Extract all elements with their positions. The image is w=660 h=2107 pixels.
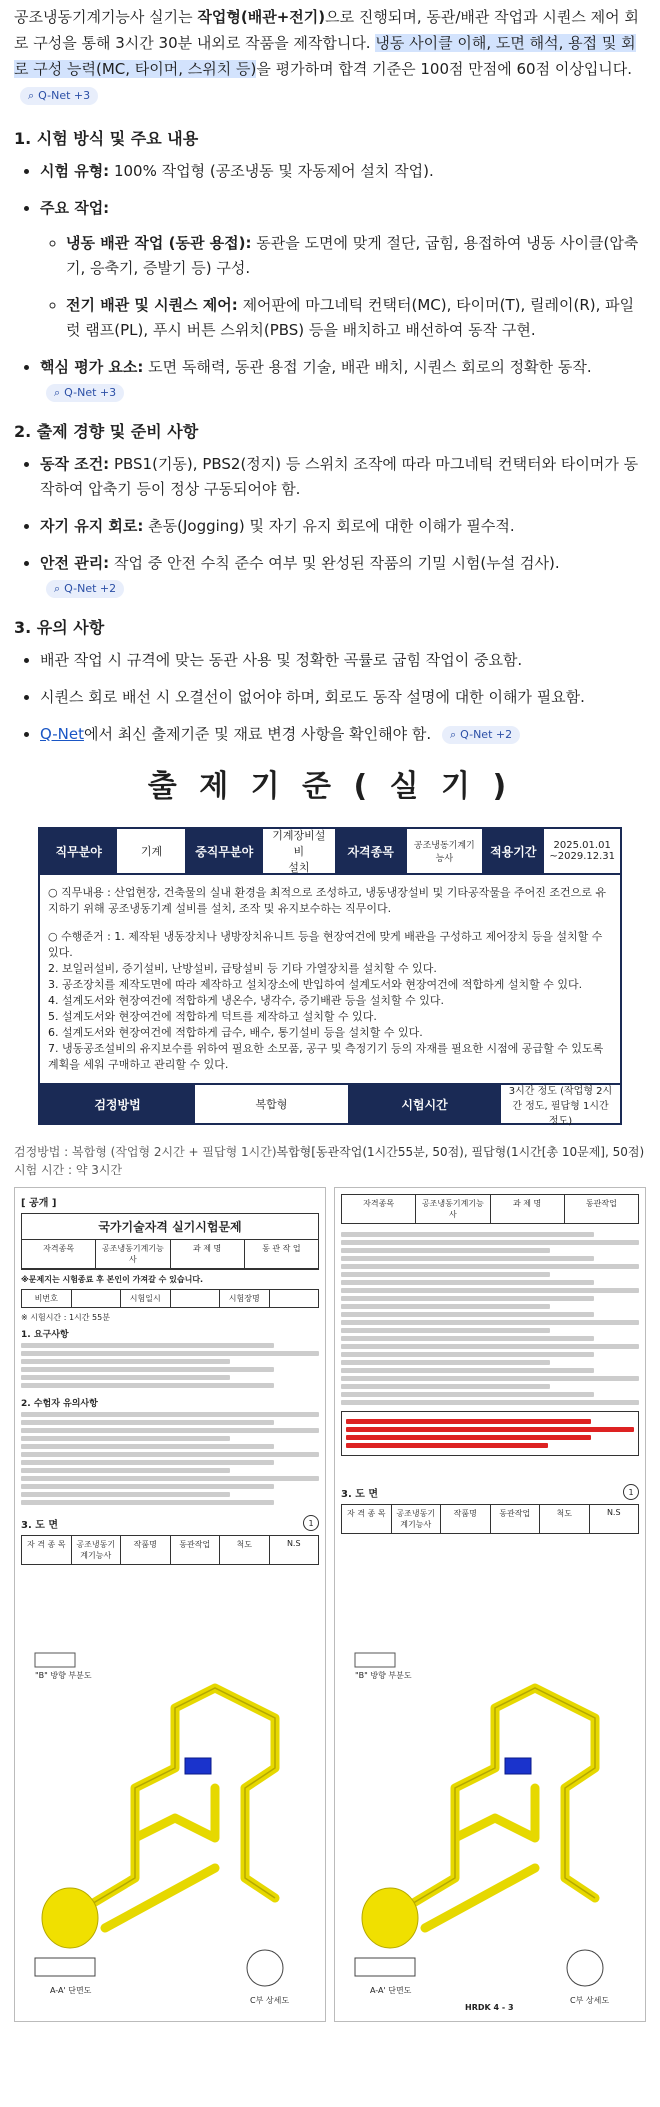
intro-paragraph [14,4,646,108]
content [0,4,660,2022]
label-aa: A-A' 단면도 [370,1986,412,1995]
list-item: • Q-Net에서 최신 출제기준 및 재료 변경 사항을 확인해야 함. ⌕ Q-Net +2 [40,722,646,747]
standard-body [40,873,620,1085]
value-cell: 3시간 정도 (작업형 2시간 정도, 필답형 1시간 정도) [502,1085,620,1123]
pipe-drawing [15,1638,325,2018]
list-item: • 시퀀스 회로 배선 시 오결선이 없어야 하며, 회로도 동작 설명에 대한 이해가 필요함. [40,685,646,710]
perf-item: 6. 설계도서와 현장여건에 적합하게 급수, 배수, 통기설비 등을 설치할 수 있다. [48,1026,423,1039]
link-icon: ⌕ [54,581,61,595]
list-item: • 시험 유형: 100% 작업형 (공조냉동 및 자동제어 설치 작업). [40,159,646,184]
section-title: 1. 시험 방식 및 주요 내용 [14,129,199,148]
footer: HRDK 4 - 3 [465,2003,514,2012]
sub-list [40,231,646,343]
intro-text-1: 공조냉동기계기능사 실기는 [14,8,198,26]
perf-item: 5. 설계도서와 현장여건에 적합하게 덕트를 제작하고 설치할 수 있다. [48,1010,377,1023]
header-cell: 직무분야 [40,829,118,873]
list-item: • 핵심 평가 요소: 도면 독해력, 동관 용접 기술, 배관 배치, 시퀀스 회로의 정확한 동작. ⌕ Q-Net +3 [40,355,646,405]
value-cell: 기계장비설비 설치 [264,829,335,873]
qnet-link[interactable]: Q-Net [40,725,84,743]
list-item: • 배관 작업 시 규격에 맞는 동관 사용 및 정확한 곡률로 굽힘 작업이 중요함. [40,648,646,673]
source-chip[interactable]: ⌕ Q-Net +2 [46,580,124,598]
header-cell: 시험시간 [348,1085,502,1123]
header-cell: 검정방법 [40,1085,196,1123]
valve-icon [505,1758,531,1774]
value-cell: 복합형 [196,1085,348,1123]
label-c: C부 상세도 [570,1996,610,2005]
standard-title: 출 제 기 준 ( 실 기 ) [147,769,513,804]
exam-sheet-left: [ 공개 ] 국가기술자격 실기시험문제 자격종목 공조냉동기계기능사 과 제 명 동 관 작 업 ※문제지는 시험종료 후 본인이 가져갈 수 있습니다. 비번호 시험일시 시험장명 ※ 시험시간 : 1시간 55분 1. 요구사항 2. 수험자 유의사항 3. 도 면 1 자 격 종 목 공조냉동기계기능사 작품명 동관작업 척도 N.S "B" 방향 부분도 A-A' 단면도 C부 상세도 [14,1187,326,2022]
intro-text-3: 을 평가하며 합격 기준은 100점 만점에 60점 이상입니다. [256,60,633,78]
label-b-view: "B" 방향 부분도 [35,1671,92,1680]
exam-sheet-right: 자격종목 공조냉동기계기능사 과 제 명 동관작업 3. 도 면 1 자 격 종 목 공조냉동기계기능사 작품명 동관작업 척도 N.S "B" 방향 부분도 A-A' 단면도 C부 상세도 HRDK 4 - 3 [334,1187,646,2022]
link-icon: ⌕ [449,727,457,741]
perf-item: 2. 보일러설비, 증기설비, 난방설비, 급탕설비 등 기타 가열장치를 설치할 수 있다. [48,962,437,975]
exam-meta: 검정방법 : 복합형 (작업형 2시간 + 필답형 1시간)복합형[동관작업(1시간55분, 50점), 필답형(1시간[총 10문제], 50점) 시험 시간 : 약 3시간 [14,1145,645,1177]
list-item: ◦ 전기 배관 및 시퀀스 제어: 제어판에 마그네틱 컨택터(MC), 타이머(T), 릴레이(R), 파일럿 램프(PL), 푸시 버튼 스위치(PBS) 등을 배치하고 배선하여 동작 구현. [66,293,646,343]
pipe-drawing [335,1638,645,2018]
page-number: 1 [623,1484,639,1500]
bullet-list [14,648,646,747]
source-chip[interactable]: ⌕ Q-Net +3 [20,87,98,105]
exam-sheets [14,1187,646,2022]
link-icon: ⌕ [28,88,35,102]
perf-item: 4. 설계도서와 현장여건에 적합하게 냉온수, 냉각수, 증기배관 등을 설치할 수 있다. [48,994,444,1007]
source-chip[interactable]: ⌕ Q-Net +2 [442,726,520,744]
header-cell: 적용기간 [482,829,545,873]
page-number: 1 [303,1515,319,1531]
perf-item: ○ 수행준거 : 1. 제작된 냉동장치나 냉방장치유니트 등을 현장여건에 맞게 배관을 구성하고 제어장치 등을 설치할 수 있다. [48,930,603,959]
section-title: 2. 출제 경향 및 준비 사항 [14,422,199,441]
duty-text: ○ 직무내용 : 산업현장, 건축물의 실내 환경을 최적으로 조성하고, 냉동냉장설비 및 기타공작물을 주어진 조건으로 유지하기 위해 공조냉동기계 설비를 설치, 조작 및 유지보수하는 직무이다. [48,886,607,915]
value-cell: 공조냉동기계기능사 [408,829,483,873]
perf-item: 3. 공조장치를 제작도면에 따라 제작하고 설치장소에 반입하여 설계도서와 현장여건에 적합하게 설치할 수 있다. [48,978,583,991]
section-title: 3. 유의 사항 [14,618,105,637]
value-cell: 2025.01.01 ~2029.12.31 [545,829,620,873]
header-cell: 중직무분야 [185,829,263,873]
list-item: • 안전 관리: 작업 중 안전 수칙 준수 여부 및 완성된 작품의 기밀 시험(누설 검사). ⌕ Q-Net +2 [40,551,646,601]
exam-standard-table [38,827,622,1125]
source-chip[interactable]: ⌕ Q-Net +3 [46,384,124,402]
list-item: • 자기 유지 회로: 촌동(Jogging) 및 자기 유지 회로에 대한 이해가 필수적. [40,514,646,539]
list-item: • 주요 작업: ◦ 냉동 배관 작업 (동관 용접): 동관을 도면에 맞게 절단, 굽힘, 용접하여 냉동 사이클(압축기, 응축기, 증발기 등) 구성. ◦ 전기 배관 및 시퀀스 제어: 제어판에 마그네틱 컨택터(MC), 타이머(T), 릴레이(R), 파일럿 램프(PL), 푸시 버튼 스위치(PBS) 등을 배치하고 배선하여 동작 구현. [40,196,646,343]
label-c: C부 상세도 [250,1996,290,2005]
list-item: • 동작 조건: PBS1(기동), PBS2(정지) 등 스위치 조작에 따라 마그네틱 컨택터와 타이머가 동작하여 압축기 등이 정상 구동되어야 함. [40,452,646,502]
list-item: ◦ 냉동 배관 작업 (동관 용접): 동관을 도면에 맞게 절단, 굽힘, 용접하여 냉동 사이클(압축기, 응축기, 증발기 등) 구성. [66,231,646,281]
intro-text-2: 으로 진행되며, 동관/배관 작업과 시퀀스 제어 회로 구성을 통해 3시간 30분 내외로 작품을 제작합니다. [14,8,639,52]
bullet-list [14,159,646,405]
public-tag: [ 공개 ] [21,1198,57,1209]
bullet-list [14,452,646,601]
label-b-view: "B" 방향 부분도 [355,1671,412,1680]
valve-icon [185,1758,211,1774]
label-aa: A-A' 단면도 [50,1986,92,1995]
header-cell: 자격종목 [335,829,408,873]
link-icon: ⌕ [54,385,61,399]
value-cell: 기계 [118,829,185,873]
sheet-title: 국가기술자격 실기시험문제 [98,1220,242,1234]
warning-box [341,1411,639,1456]
perf-item: 7. 냉동공조설비의 유지보수를 위하여 필요한 소모품, 공구 및 측정기기 등의 자재를 필요한 시점에 공급할 수 있도록 계획을 세워 구매하고 관리할 수 있다. [48,1042,604,1071]
intro-highlight: 냉동 사이클 이해, 도면 해석, 용접 및 회로 구성 능력(MC, 타이머, 스위치 등) [14,34,636,78]
intro-bold: 작업형(배관+전기) [197,8,326,26]
